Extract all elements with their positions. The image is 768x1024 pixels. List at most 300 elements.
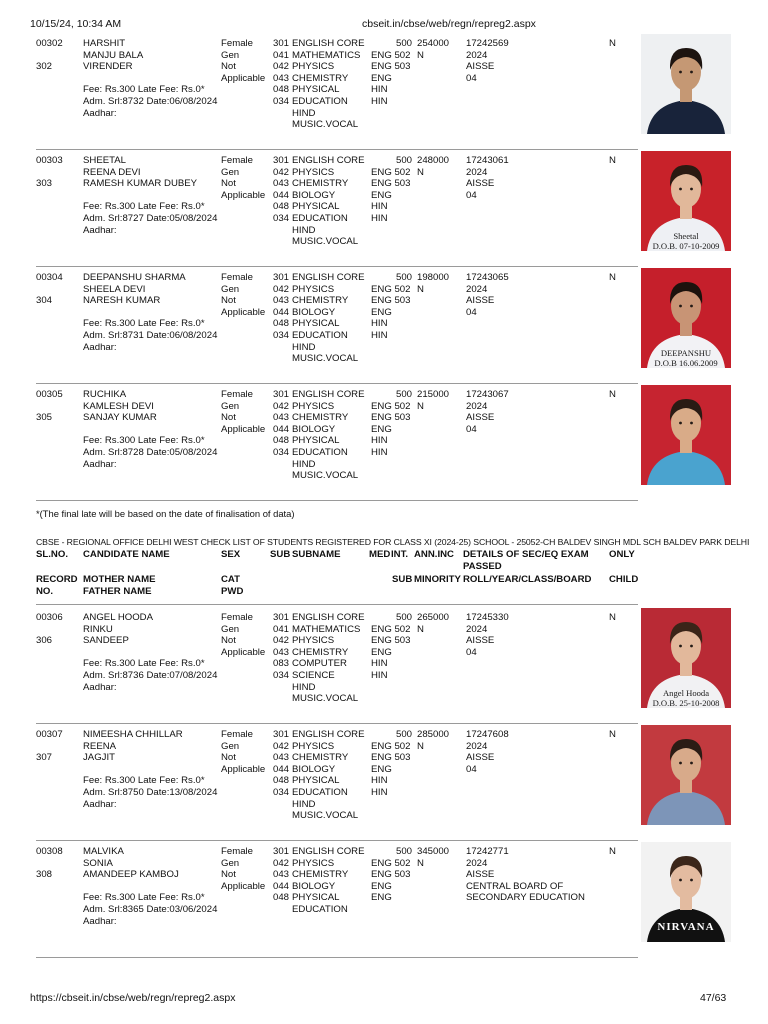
sex-cat-line: Female [221,729,253,740]
exam-details-line: 04 [466,646,477,658]
subject-name-line: PHYSICS [292,857,335,869]
photo-eye-left [679,71,682,74]
photo-eye-right [690,188,693,191]
record-no-line: 304 [36,295,53,307]
col-slno: SL.NO. [36,549,68,560]
candidate-name-line: SANJAY KUMAR [83,412,157,424]
col-record-no: NO. [36,586,54,597]
sub-code-line: 034 [272,330,289,341]
sex-cat-line: Female [221,272,253,283]
exam-details-line: AISSE [466,412,495,424]
annual-income-line: 285000 [417,729,450,740]
annual-income-line: N [417,283,424,295]
internal-marks-line: 500 [395,389,412,400]
exam-details-line: 2024 [466,857,488,869]
col-details: DETAILS OF SEC/EQ EXAM [463,549,589,560]
sub-code-line: 301 [272,846,289,857]
sex-cat-line: Female [221,389,253,400]
sub-code-line: 043 [272,646,289,658]
sex-cat-line: Gen [221,623,240,635]
photo-eye-right [690,762,693,765]
candidate-name-line: SANDEEP [83,635,129,647]
exam-details-line: AISSE [466,635,495,647]
exam-details-line: AISSE [466,295,495,307]
medium-line: HIN [371,670,388,681]
annual-income-line: N [417,857,424,869]
internal-marks-line: 500 [395,38,412,49]
page-number: 47/63 [700,992,727,1004]
subject-name-line: MUSIC.VOCAL [292,119,359,131]
col-mother-name: MOTHER NAME [83,574,156,585]
sub-code-line: 034 [272,96,289,107]
fee-info-line: Fee: Rs.300 Late Fee: Rs.0* [83,775,205,787]
sl-no-line: 00304 [36,272,63,283]
photo-caption: DEEPANSHU [660,348,712,358]
medium-line: ENG [371,763,392,775]
sl-no-line: 00308 [36,846,63,857]
sl-no-line: 00306 [36,612,63,623]
candidate-name-line: SONIA [83,857,113,869]
photo-eye-right [690,645,693,648]
record-no-line: 305 [36,412,53,424]
sex-cat-line: Not [221,752,236,764]
sub-code-line: 042 [272,857,289,869]
sex-cat-line: Gen [221,400,240,412]
record-no-line: 307 [36,752,53,764]
fee-info-line: Fee: Rs.300 Late Fee: Rs.0* [83,892,205,904]
footer-url: https://cbseit.in/cbse/web/regn/repreg2.aspx [30,992,236,1004]
checklist-title: CBSE - REGIONAL OFFICE DELHI WEST CHECK LIST OF STUDENTS REGISTERED FOR CLASS XI (2024-25) SCHOOL - 25052-CH BALDEV SINGH MDL SCH BALDEV PARK DELHI [36,537,750,547]
medium-line: HIN [371,435,388,447]
sub-code-line: 044 [272,423,289,435]
fee-info-line: Fee: Rs.300 Late Fee: Rs.0* [83,658,205,670]
fee-info-line: Adm. Srl:8727 Date:05/08/2024 [83,213,218,224]
subject-name-line: CHEMISTRY [292,72,349,84]
col-record: RECORD [36,574,78,585]
print-page-url: cbseit.in/cbse/web/regn/repreg2.aspx [362,18,536,30]
fee-info-line: Adm. Srl:8750 Date:13/08/2024 [83,787,218,798]
subject-name-line: PHYSICS [292,740,335,752]
subject-name-line: ENGLISH CORE [292,729,365,740]
subject-name-line: HIND [292,224,316,236]
medium-line: HIN [371,96,388,107]
sub-code-line: 043 [272,752,289,764]
candidate-name-line: REENA [83,740,117,752]
sex-cat-line: Applicable [221,646,266,658]
student-photo [641,268,731,368]
sub-code-line: 044 [272,189,289,201]
medium-line: ENG 502 [371,623,411,635]
subject-name-line: BIOLOGY [292,189,336,201]
candidate-name-line: RINKU [83,623,113,635]
student-photo [641,725,731,825]
subject-name-line: MUSIC.VOCAL [292,353,359,365]
subject-name-line: EDUCATION [292,904,348,915]
sex-cat-line: Applicable [221,423,266,435]
photo-eye-right [690,879,693,882]
fee-info-line: Aadhar: [83,798,117,810]
subject-name-line: EDUCATION [292,213,348,224]
medium-line: ENG 503 [371,178,411,190]
subject-name-line: ENGLISH CORE [292,389,365,400]
exam-details-line: 17243065 [466,272,509,283]
candidate-name-line: MALVIKA [83,846,124,857]
subject-name-line: CHEMISTRY [292,869,349,881]
subject-name-line: MUSIC.VOCAL [292,236,359,248]
sl-no-line: 00307 [36,729,63,740]
subject-name-line: CHEMISTRY [292,646,349,658]
annual-income-line: 198000 [417,272,450,283]
candidate-name-line: RUCHIKA [83,389,127,400]
subject-name-line: PHYSICS [292,166,335,178]
photo-eye-left [679,188,682,191]
fee-info-line: Aadhar: [83,458,117,470]
sex-cat-line: Gen [221,49,240,61]
sub-code-line: 301 [272,612,289,623]
subject-name-line: PHYSICAL [292,892,340,904]
medium-line: HIN [371,330,388,341]
sub-code-line: 034 [272,447,289,458]
sl-no-line: 00302 [36,38,63,49]
subject-name-line: PHYSICAL [292,435,340,447]
student-photo [641,34,731,134]
medium-line: ENG 503 [371,752,411,764]
medium-line: ENG 502 [371,857,411,869]
subject-name-line: CHEMISTRY [292,295,349,307]
fee-info-line: Fee: Rs.300 Late Fee: Rs.0* [83,435,205,447]
sex-cat-line: Not [221,869,236,881]
medium-line: ENG 502 [371,740,411,752]
subject-name-line: MUSIC.VOCAL [292,693,359,705]
sex-cat-line: Gen [221,740,240,752]
sex-cat-line: Not [221,178,236,190]
medium-line: ENG 503 [371,61,411,73]
exam-details-line: AISSE [466,869,495,881]
record-no-line: 306 [36,635,53,647]
col-only: ONLY [609,549,635,560]
subject-name-line: MUSIC.VOCAL [292,810,359,822]
exam-details-line: 04 [466,72,477,84]
exam-details-line: 2024 [466,740,488,752]
only-child-line: N [609,612,616,623]
sub-code-line: 043 [272,72,289,84]
record-no-line: 308 [36,869,53,881]
subject-name-line: EDUCATION [292,96,348,107]
fee-info-line: Adm. Srl:8365 Date:03/06/2024 [83,904,218,915]
exam-details-line: 2024 [466,283,488,295]
medium-line: HIN [371,775,388,787]
fee-info-line: Aadhar: [83,341,117,353]
sub-code-line: 041 [272,49,289,61]
candidate-name-line: SHEELA DEVI [83,283,146,295]
late-fee-note: *(The final late will be based on the date of finalisation of data) [36,508,295,519]
subject-name-line: ENGLISH CORE [292,846,365,857]
photo-caption: NIRVANA [657,921,715,933]
sex-cat-line: Gen [221,166,240,178]
exam-details-line: CENTRAL BOARD OF [466,880,564,892]
medium-line: HIN [371,318,388,330]
annual-income-line: N [417,740,424,752]
photo-eye-left [679,422,682,425]
subject-name-line: BIOLOGY [292,423,336,435]
fee-info-line: Adm. Srl:8728 Date:05/08/2024 [83,447,218,458]
medium-line: ENG [371,646,392,658]
photo-eye-left [679,305,682,308]
sub-code-line: 044 [272,763,289,775]
medium-line: HIN [371,201,388,213]
sex-cat-line: Applicable [221,306,266,318]
candidate-name-line: NIMEESHA CHHILLAR [83,729,183,740]
medium-line: ENG 502 [371,283,411,295]
sex-cat-line: Female [221,846,253,857]
record-divider [36,840,638,841]
sex-cat-line: Not [221,61,236,73]
annual-income-line: 265000 [417,612,450,623]
subject-name-line: EDUCATION [292,330,348,341]
annual-income-line: 345000 [417,846,450,857]
sex-cat-line: Applicable [221,763,266,775]
photo-eye-left [679,879,682,882]
subject-name-line: MATHEMATICS [292,49,361,61]
exam-details-line: SECONDARY EDUCATION [466,892,585,904]
sub-code-line: 083 [272,658,289,670]
only-child-line: N [609,846,616,857]
exam-details-line: 17243061 [466,155,509,166]
exam-details-line: 17242771 [466,846,509,857]
sub-code-line: 048 [272,892,289,904]
student-photo [641,151,731,251]
exam-details-line: 2024 [466,49,488,61]
fee-info-line: Adm. Srl:8732 Date:06/08/2024 [83,96,218,107]
student-photo-image [641,725,731,825]
candidate-name-line: HARSHIT [83,38,126,49]
subject-name-line: ENGLISH CORE [292,272,365,283]
annual-income-line: 254000 [417,38,450,49]
sub-code-line: 034 [272,670,289,681]
subject-name-line: ENGLISH CORE [292,612,365,623]
sub-code-line: 048 [272,775,289,787]
photo-eye-left [679,762,682,765]
sub-code-line: 034 [272,213,289,224]
sub-code-line: 044 [272,306,289,318]
internal-marks-line: 500 [395,729,412,740]
photo-caption: D.O.B. 07-10-2009 [652,241,720,251]
subject-name-line: PHYSICS [292,635,335,647]
sl-no-line: 00303 [36,155,63,166]
only-child-line: N [609,389,616,400]
sex-cat-line: Applicable [221,72,266,84]
medium-line: HIN [371,447,388,458]
subject-name-line: CHEMISTRY [292,178,349,190]
annual-income-line: N [417,400,424,412]
medium-line: HIN [371,213,388,224]
sex-cat-line: Not [221,295,236,307]
photo-caption: D.O.B 16.06.2009 [654,358,718,368]
sub-code-line: 042 [272,740,289,752]
sub-code-line: 044 [272,880,289,892]
subject-name-line: EDUCATION [292,447,348,458]
sub-code-line: 301 [272,155,289,166]
sub-code-line: 301 [272,729,289,740]
exam-details-line: 17243067 [466,389,509,400]
internal-marks-line: 500 [395,846,412,857]
exam-details-line: 17245330 [466,612,509,623]
col-pwd: PWD [221,586,244,597]
exam-details-line: 17247608 [466,729,509,740]
student-photo-image [641,385,731,485]
medium-line: ENG 502 [371,166,411,178]
subject-name-line: PHYSICAL [292,318,340,330]
sex-cat-line: Applicable [221,880,266,892]
annual-income-line: N [417,166,424,178]
only-child-line: N [609,38,616,49]
sex-cat-line: Gen [221,857,240,869]
candidate-name-line: REENA DEVI [83,166,141,178]
medium-line: ENG 503 [371,635,411,647]
annual-income-line: N [417,49,424,61]
student-photo [641,842,731,942]
sub-code-line: 048 [272,318,289,330]
subject-name-line: ENGLISH CORE [292,155,365,166]
subject-name-line: HIND [292,458,316,470]
fee-info-line: Fee: Rs.300 Late Fee: Rs.0* [83,318,205,330]
col-sub: SUB [270,549,291,560]
medium-line: HIN [371,84,388,96]
fee-info-line: Aadhar: [83,915,117,927]
sex-cat-line: Applicable [221,189,266,201]
subject-name-line: HIND [292,107,316,119]
fee-info-line: Adm. Srl:8731 Date:06/08/2024 [83,330,218,341]
subject-name-line: HIND [292,681,316,693]
internal-marks-line: 500 [395,612,412,623]
col-cat: CAT [221,574,241,585]
subject-name-line: PHYSICS [292,283,335,295]
sub-code-line: 301 [272,272,289,283]
exam-details-line: 2024 [466,400,488,412]
col-sex: SEX [221,549,241,560]
sex-cat-line: Female [221,155,253,166]
medium-line: ENG [371,306,392,318]
student-photo [641,385,731,485]
exam-details-line: 17242569 [466,38,509,49]
medium-line: ENG 503 [371,869,411,881]
col-sub-2: SUB [392,574,413,585]
exam-details-line: AISSE [466,61,495,73]
print-datetime: 10/15/24, 10:34 AM [30,18,122,30]
candidate-name-line: AMANDEEP KAMBOJ [83,869,179,881]
subject-name-line: ENGLISH CORE [292,38,365,49]
sub-code-line: 042 [272,283,289,295]
photo-eye-right [690,71,693,74]
fee-info-line: Aadhar: [83,107,117,119]
header-divider [36,604,638,605]
record-no-line: 302 [36,61,53,73]
sub-code-line: 043 [272,869,289,881]
col-ann-inc: ANN.INC [414,549,454,560]
exam-details-line: 2024 [466,166,488,178]
medium-line: ENG [371,892,392,904]
subject-name-line: PHYSICS [292,400,335,412]
exam-details-line: AISSE [466,178,495,190]
annual-income-line: 248000 [417,155,450,166]
candidate-name-line: JAGJIT [83,752,115,764]
record-divider [36,957,638,958]
medium-line: HIN [371,658,388,670]
subject-name-line: PHYSICAL [292,84,340,96]
col-int: INT. [391,549,409,560]
subject-name-line: HIND [292,341,316,353]
col-child: CHILD [609,574,639,585]
candidate-name-line: RAMESH KUMAR DUBEY [83,178,198,190]
subject-name-line: MATHEMATICS [292,623,361,635]
sex-cat-line: Female [221,38,253,49]
record-divider [36,149,638,150]
only-child-line: N [609,272,616,283]
photo-eye-left [679,645,682,648]
annual-income-line: 215000 [417,389,450,400]
photo-eye-right [690,305,693,308]
col-candidate-name: CANDIDATE NAME [83,549,170,560]
candidate-name-line: MANJU BALA [83,49,144,61]
candidate-name-line: NARESH KUMAR [83,295,161,307]
sub-code-line: 048 [272,84,289,96]
candidate-name-line: VIRENDER [83,61,133,73]
candidate-name-line: ANGEL HOODA [83,612,154,623]
photo-caption: Sheetal [673,231,699,241]
sub-code-line: 042 [272,635,289,647]
sub-code-line: 034 [272,787,289,798]
only-child-line: N [609,155,616,166]
fee-info-line: Aadhar: [83,681,117,693]
record-divider [36,383,638,384]
medium-line: ENG [371,72,392,84]
subject-name-line: BIOLOGY [292,306,336,318]
internal-marks-line: 500 [395,272,412,283]
record-no-line: 303 [36,178,53,190]
col-subname: SUBNAME [292,549,341,560]
photo-caption: Angel Hooda [662,688,710,698]
medium-line: ENG 503 [371,412,411,424]
sub-code-line: 042 [272,61,289,73]
photo-eye-right [690,422,693,425]
sub-code-line: 042 [272,166,289,178]
candidate-name-line: DEEPANSHU SHARMA [83,272,186,283]
exam-details-line: 2024 [466,623,488,635]
medium-line: ENG 503 [371,295,411,307]
only-child-line: N [609,729,616,740]
medium-line: ENG [371,880,392,892]
subject-name-line: CHEMISTRY [292,412,349,424]
exam-details-line: 04 [466,306,477,318]
candidate-name-line: SHEETAL [83,155,127,166]
exam-details-line: 04 [466,189,477,201]
sub-code-line: 043 [272,295,289,307]
medium-line: ENG [371,189,392,201]
medium-line: ENG 502 [371,49,411,61]
candidate-name-line: KAMLESH DEVI [83,400,154,412]
fee-info-line: Aadhar: [83,224,117,236]
sl-no-line: 00305 [36,389,63,400]
subject-name-line: MUSIC.VOCAL [292,470,359,482]
student-photo-image [641,34,731,134]
col-passed: PASSED [463,561,502,572]
col-med: MED [369,549,391,560]
subject-name-line: HIND [292,798,316,810]
sub-code-line: 043 [272,412,289,424]
subject-name-line: PHYSICAL [292,201,340,213]
sub-code-line: 301 [272,38,289,49]
subject-name-line: COMPUTER [292,658,347,670]
